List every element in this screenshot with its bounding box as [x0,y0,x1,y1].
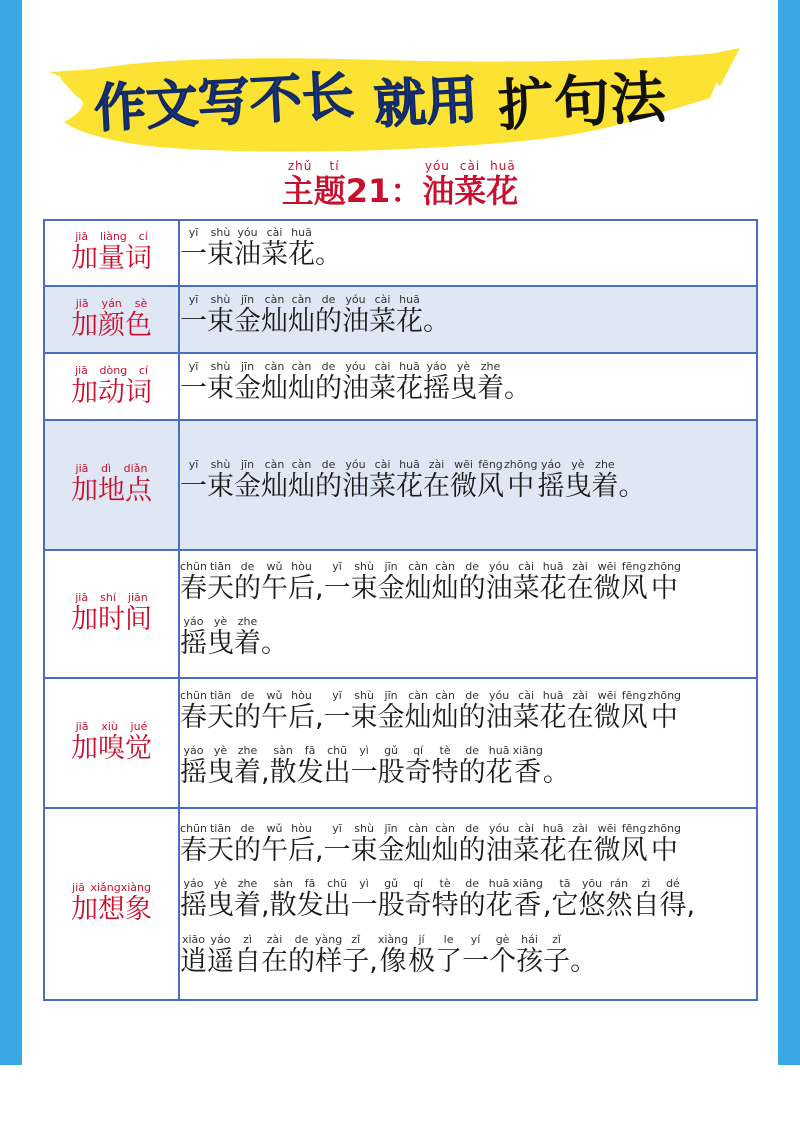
hanzi-char: 风fēng [620,559,648,604]
sentence-line [180,459,756,504]
hanzi-char: 个gè [489,932,517,977]
hanzi-char: 束shù [207,226,234,271]
hanzi-char: 后hòu [288,688,315,733]
hanzi-char: 一yì [350,877,378,922]
table-row [44,286,757,353]
hanzi-char: 灿càn [404,822,432,867]
hanzi-char: 奇qí [404,877,432,922]
hanzi-char: 。 [618,471,646,503]
hanzi-char: 中zhōng [647,559,682,604]
hanzi-char: 得dé [659,877,687,922]
hanzi-char: 的de [458,559,486,604]
hanzi-char: 灿càn [288,458,315,503]
hanzi-char: 花huā [396,292,423,337]
hanzi-char: 束shù [207,458,234,503]
hanzi-char: 摇yáo [180,877,207,922]
hanzi-char: 一yī [180,226,207,271]
row-label: 加时间jiā shí jiān [71,591,152,635]
hanzi-char: 香xiāng [512,744,543,788]
title-banner [50,38,740,168]
hanzi-char: 灿càn [431,822,459,867]
banner-title-part1: 作文写不长 [92,66,356,140]
hanzi-char: 一yì [350,744,378,788]
hanzi-char: 花huā [485,744,513,788]
hanzi-char: 束shù [207,292,234,337]
hanzi-char: 春chūn [180,822,207,867]
hanzi-char: 天tiān [207,559,234,604]
theme-topic: 油菜花yóu cài huā [422,159,519,210]
hanzi-char: 天tiān [207,822,234,867]
row-sentence-cell [179,678,757,808]
row-sentence-cell [179,353,757,420]
hanzi-char: 束shù [350,559,378,604]
hanzi-char: 午wǔ [261,559,288,604]
hanzi-char: 在zài [261,932,288,977]
sentence-line [180,823,756,868]
hanzi-char: 的de [315,359,342,404]
hanzi-char: 它tā [551,877,579,922]
hanzi-char: 悠yōu [578,877,606,922]
hanzi-char: 的de [234,559,261,604]
hanzi-char: 的de [288,932,315,977]
hanzi-char: 着zhe [477,359,504,404]
hanzi-char: 午wǔ [261,822,288,867]
row-label: 加嗅觉jiā xiù jué [71,720,152,764]
hanzi-char: 自zì [632,877,660,922]
hanzi-char: 在zài [566,688,594,733]
hanzi-char: 。 [315,239,342,271]
hanzi-char: 花huā [396,458,423,503]
hanzi-char: 菜cài [261,226,288,271]
hanzi-char: 。 [261,628,288,659]
hanzi-char: 中zhōng [504,458,538,503]
row-sentence-cell [179,286,757,353]
hanzi-char: 摇yáo [423,359,450,404]
hanzi-char: 着zhe [234,615,261,659]
hanzi-char: 极jí [408,932,436,977]
hanzi-char: 微wēi [593,688,621,733]
row-label-cell [44,678,179,808]
hanzi-char: 着zhe [234,744,261,788]
hanzi-char: 风fēng [620,688,648,733]
hanzi-char: 微wēi [593,822,621,867]
hanzi-char: 的de [458,877,486,922]
table-row [44,550,757,678]
table-row [44,420,757,550]
theme-label: 主题zhǔ tí [281,159,346,210]
hanzi-char: 花huā [396,359,423,404]
sentence-line [180,934,756,979]
hanzi-char: 发fā [296,877,324,922]
hanzi-char: 在zài [566,822,594,867]
hanzi-char: 束shù [350,688,378,733]
hanzi-char: 自zì [234,932,261,977]
hanzi-char: 油yóu [342,458,369,503]
sentence-line [180,745,756,790]
row-label-cell [44,550,179,678]
row-label: 加地点jiā dì diǎn [71,462,152,506]
hanzi-char: 后hòu [288,822,315,867]
hanzi-char: 金jīn [234,292,261,337]
hanzi-char: 微wēi [593,559,621,604]
hanzi-char: 一yī [180,458,207,503]
hanzi-char: 曳yè [450,359,477,404]
hanzi-char: 发fā [296,744,324,788]
hanzi-char: 出chū [323,877,351,922]
hanzi-char: 金jīn [377,688,405,733]
hanzi-char: 着zhe [591,458,619,503]
hanzi-char: 束shù [350,822,378,867]
hanzi-char: 菜cài [512,822,540,867]
hanzi-char: , [261,890,270,922]
banner-title-part3: 扩句法 [496,65,668,140]
hanzi-char: 后hòu [288,559,315,604]
hanzi-char: 油yóu [234,226,261,271]
hanzi-char: 金jīn [234,458,261,503]
hanzi-char: 灿càn [288,292,315,337]
hanzi-char: 菜cài [512,559,540,604]
hanzi-char: 灿càn [288,359,315,404]
hanzi-char: 曳yè [207,744,234,788]
hanzi-char: 特tè [431,744,459,788]
hanzi-char: 灿càn [261,292,288,337]
hanzi-char: 一yī [323,688,351,733]
hanzi-char: 。 [570,945,598,977]
hanzi-char: 春chūn [180,688,207,733]
hanzi-char: 一yí [462,932,490,977]
hanzi-char: 的de [458,822,486,867]
hanzi-char: 天tiān [207,688,234,733]
hanzi-char: 油yóu [342,359,369,404]
table-row [44,220,757,286]
row-label-cell [44,220,179,286]
row-label: 加想象jiā xiǎngxiàng [71,881,152,925]
hanzi-char: 一yī [323,559,351,604]
table-row [44,808,757,1000]
row-label: 加颜色jiā yán sè [71,296,152,341]
table-row [44,353,757,420]
hanzi-char: 的de [458,688,486,733]
hanzi-char: 菜cài [369,292,396,337]
hanzi-char: 一yī [180,292,207,337]
hanzi-char: 摇yáo [180,615,207,659]
hanzi-char: 灿càn [261,458,288,503]
hanzi-char: 孩hái [516,932,544,977]
theme-heading [0,160,800,212]
hanzi-char: 。 [423,305,450,337]
hanzi-char: 了le [435,932,463,977]
hanzi-char: 子zǐ [543,932,571,977]
hanzi-char: , [261,757,270,788]
hanzi-char: 中zhōng [647,822,682,867]
hanzi-char: 一yī [323,822,351,867]
row-label-cell [44,808,179,1000]
table-row [44,678,757,808]
hanzi-char: 股gǔ [377,877,405,922]
hanzi-char: 然rán [605,877,633,922]
hanzi-char: 摇yáo [537,458,565,503]
hanzi-char: 散sàn [269,877,297,922]
row-label: 加动词jiā dòng cí [71,363,152,408]
hanzi-char: 散sàn [269,744,297,788]
sentence-line [180,294,756,339]
hanzi-char: 花huā [539,688,567,733]
hanzi-char: 油yóu [485,559,513,604]
hanzi-char: 特tè [431,877,459,922]
hanzi-char: 灿càn [261,359,288,404]
hanzi-char: 束shù [207,359,234,404]
hanzi-char: , [315,701,324,733]
hanzi-char: 金jīn [377,559,405,604]
hanzi-char: 遥yáo [207,932,234,977]
sentence-line [180,878,756,923]
hanzi-char: 微wēi [450,458,477,503]
hanzi-char: 曳yè [207,877,234,922]
sentence-line [180,361,756,406]
row-label-cell [44,420,179,550]
hanzi-char: 油yóu [485,688,513,733]
hanzi-char: , [369,945,378,977]
hanzi-char: 香xiāng [512,877,543,922]
hanzi-char: 花huā [539,559,567,604]
hanzi-char: 灿càn [404,559,432,604]
hanzi-char: 风fēng [477,458,504,503]
hanzi-char: 在zài [423,458,450,503]
hanzi-char: 。 [504,372,531,404]
banner-title-part2: 就用 [372,70,480,136]
sentence-line [180,616,756,661]
hanzi-char: 菜cài [369,359,396,404]
hanzi-char: 菜cài [369,458,396,503]
theme-number: 21： [345,172,423,210]
hanzi-char: 灿càn [404,688,432,733]
hanzi-char: 像xiàng [377,932,409,977]
hanzi-char: 金jīn [234,359,261,404]
hanzi-char: 午wǔ [261,688,288,733]
hanzi-char: 的de [234,688,261,733]
hanzi-char: 花huā [539,822,567,867]
hanzi-char: 春chūn [180,559,207,604]
hanzi-char: 曳yè [564,458,592,503]
hanzi-char: 菜cài [512,688,540,733]
hanzi-char: , [542,890,552,922]
sentence-line [180,690,756,735]
hanzi-char: 的de [315,292,342,337]
sentence-line [180,561,756,606]
sentence-line [180,227,756,272]
hanzi-char: 油yóu [342,292,369,337]
row-sentence-cell [179,550,757,678]
hanzi-char: 在zài [566,559,594,604]
hanzi-char: , [686,890,696,922]
hanzi-char: , [315,835,324,867]
hanzi-char: 着zhe [234,877,261,922]
expansion-table [43,219,758,1001]
row-label-cell [44,286,179,353]
row-label-cell [44,353,179,420]
hanzi-char: 金jīn [377,822,405,867]
hanzi-char: 油yóu [485,822,513,867]
hanzi-char: 奇qí [404,744,432,788]
hanzi-char: 。 [542,757,570,788]
hanzi-char: 的de [458,744,486,788]
hanzi-char: 花huā [485,877,513,922]
hanzi-char: 样yàng [315,932,343,977]
hanzi-char: 的de [234,822,261,867]
row-sentence-cell [179,220,757,286]
hanzi-char: 出chū [323,744,351,788]
hanzi-char: 一yī [180,359,207,404]
hanzi-char: 曳yè [207,615,234,659]
hanzi-char: 子zǐ [342,932,370,977]
hanzi-char: 股gǔ [377,744,405,788]
row-sentence-cell [179,808,757,1000]
hanzi-char: 的de [315,458,342,503]
hanzi-char: , [315,572,324,604]
hanzi-char: 花huā [288,226,315,271]
hanzi-char: 中zhōng [647,688,682,733]
hanzi-char: 风fēng [620,822,648,867]
hanzi-char: 摇yáo [180,744,207,788]
row-sentence-cell [179,420,757,550]
hanzi-char: 逍xiāo [180,932,207,977]
row-label: 加量词jiā liàng cí [71,230,152,274]
hanzi-char: 灿càn [431,688,459,733]
hanzi-char: 灿càn [431,559,459,604]
